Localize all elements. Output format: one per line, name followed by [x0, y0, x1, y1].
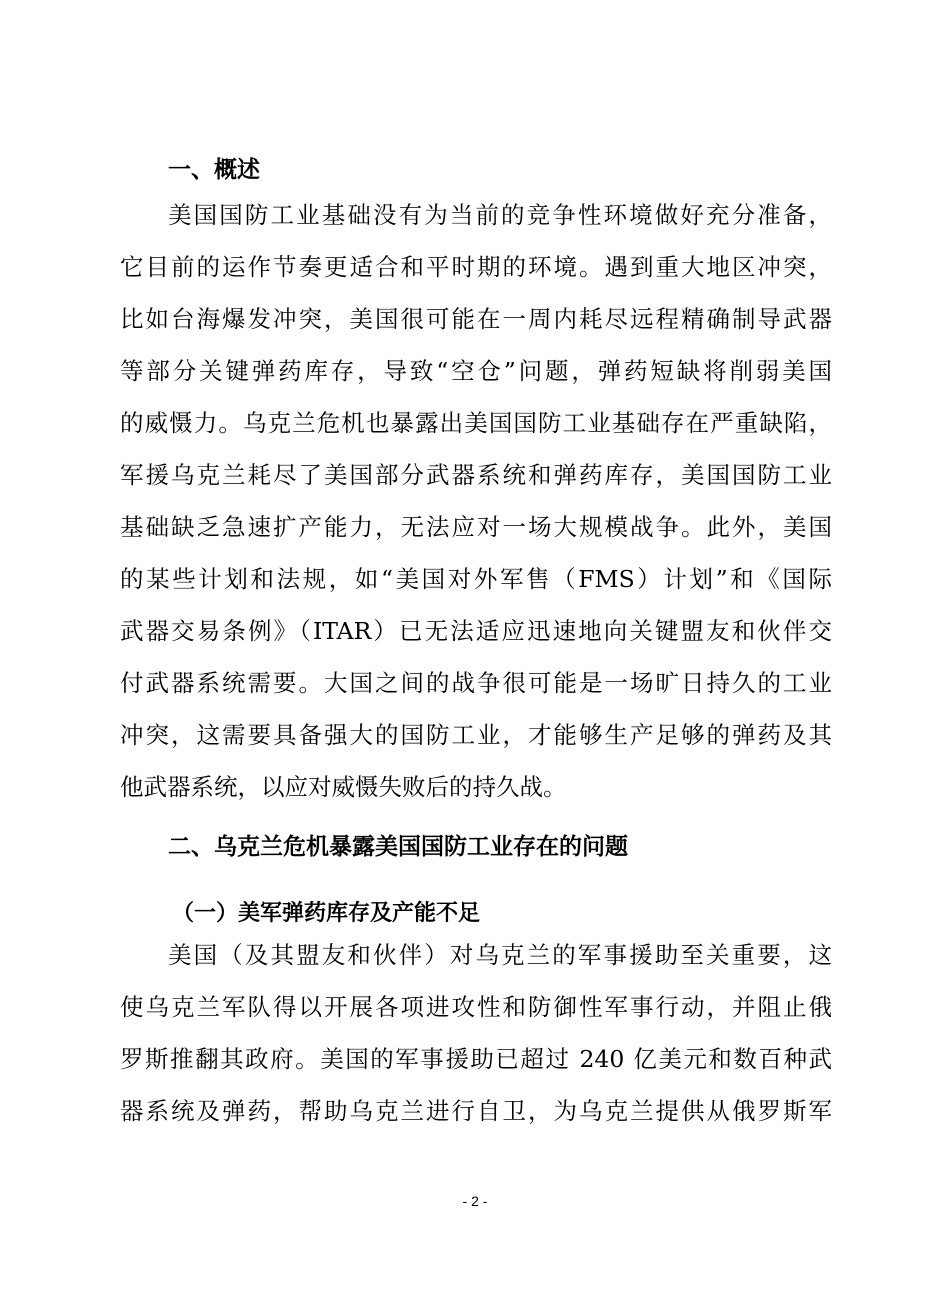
- subsection-heading-ammunition: （一）美军弹药库存及产能不足: [172, 900, 481, 926]
- section-heading-problems: 二、乌克兰危机暴露美国国防工业存在的问题: [168, 834, 628, 860]
- paragraph-line: 器系统及弹药，帮助乌克兰进行自卫，为乌克兰提供从俄罗斯军: [120, 1097, 832, 1125]
- paragraph-line: 军援乌克兰耗尽了美国部分武器系统和弹药库存，美国国防工业: [120, 461, 832, 489]
- paragraph-line: 美国（及其盟友和伙伴）对乌克兰的军事援助至关重要，这: [168, 941, 832, 969]
- paragraph-line: 基础缺乏急速扩产能力，无法应对一场大规模战争。此外，美国: [120, 513, 832, 541]
- paragraph-line: 使乌克兰军队得以开展各项进攻性和防御性军事行动，并阻止俄: [120, 993, 832, 1021]
- page-number: - 2 -: [462, 1193, 488, 1209]
- section-heading-overview: 一、概述: [168, 157, 260, 183]
- paragraph-line: 比如台海爆发冲突，美国很可能在一周内耗尽远程精确制导武器: [120, 305, 832, 333]
- paragraph-line: 的某些计划和法规，如“美国对外军售（FMS）计划”和《国际: [120, 565, 832, 593]
- paragraph-line: 它目前的运作节奏更适合和平时期的环境。遇到重大地区冲突，: [120, 253, 832, 281]
- paragraph-line: 付武器系统需要。大国之间的战争很可能是一场旷日持久的工业: [120, 669, 832, 697]
- paragraph-line: 的威慑力。乌克兰危机也暴露出美国国防工业基础存在严重缺陷，: [120, 409, 832, 437]
- paragraph-line: 美国国防工业基础没有为当前的竞争性环境做好充分准备，: [168, 201, 832, 229]
- paragraph-line: 武器交易条例》（ITAR）已无法适应迅速地向关键盟友和伙伴交: [120, 617, 832, 645]
- paragraph-line: 罗斯推翻其政府。美国的军事援助已超过 240 亿美元和数百种武: [120, 1045, 832, 1073]
- paragraph-line: 等部分关键弹药库存，导致“空仓”问题，弹药短缺将削弱美国: [120, 357, 832, 385]
- paragraph-line: 他武器系统，以应对威慑失败后的持久战。: [120, 773, 567, 801]
- paragraph-line: 冲突，这需要具备强大的国防工业，才能够生产足够的弹药及其: [120, 721, 832, 749]
